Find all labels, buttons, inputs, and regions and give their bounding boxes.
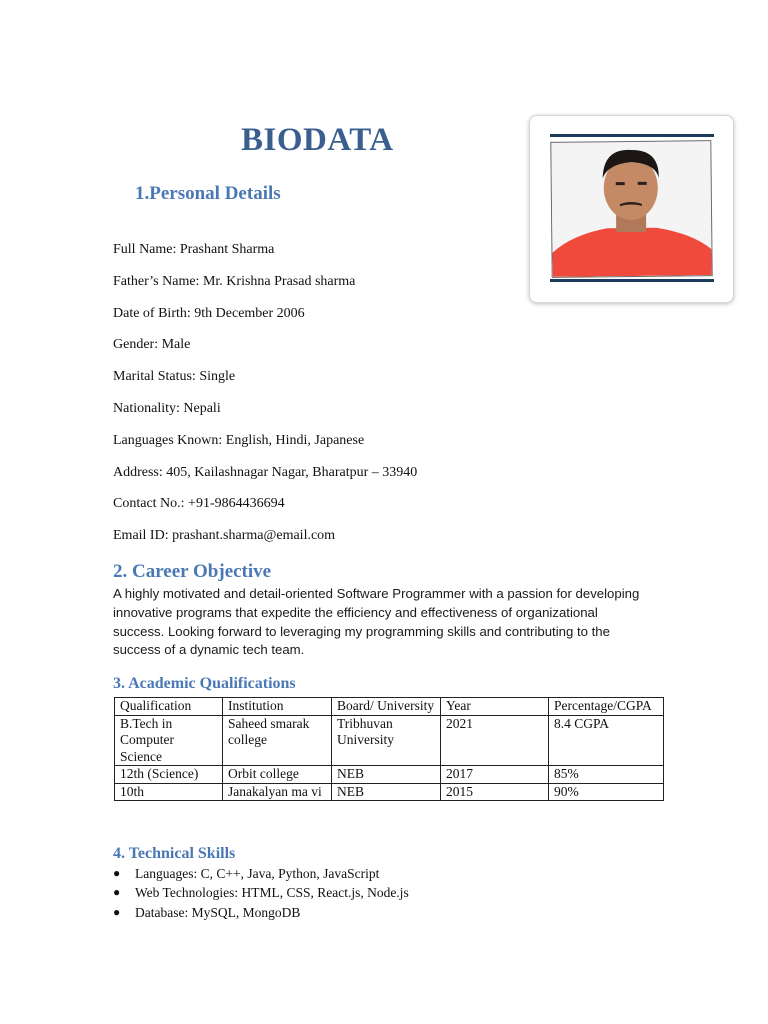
detail-label: Email ID: [113,528,169,544]
detail-value: prashant.sharma@email.com [172,528,336,544]
bullet-icon: ● [113,866,121,880]
detail-value: Nepali [183,400,221,416]
detail-value: Single [199,369,236,385]
academic-qualifications-heading: 3. Academic Qualifications [113,675,296,692]
detail-value: Mr. Krishna Prasad sharma [202,273,356,289]
skill-text: Languages: C, C++, Java, Python, JavaScript [135,866,380,881]
detail-label: Nationality: [113,400,180,416]
technical-skills-list [113,864,409,922]
detail-label: Date of Birth: [113,305,191,321]
detail-value: Male [161,337,191,353]
detail-label: Gender: [113,337,159,353]
table-cell: 2015 [441,783,549,801]
detail-gender [113,336,533,368]
table-row [115,783,664,801]
table-header-cell: Board/ University [332,698,441,716]
detail-date-of-birth [113,305,533,337]
table-cell: Janakalyan ma vi [223,783,332,801]
table-cell: Orbit college [223,766,332,784]
table-header-cell: Institution [223,698,332,716]
detail-email [113,527,533,559]
career-objective-heading: 2. Career Objective [113,561,272,582]
profile-photo [550,140,712,278]
detail-value: English, Hindi, Japanese [225,432,365,448]
academic-table [114,697,664,801]
table-cell: 90% [549,783,664,801]
person-portrait-icon [551,141,711,277]
document-title: BIODATA [241,122,394,158]
personal-details-heading: 1.Personal Details [135,183,281,204]
detail-full-name [113,241,533,273]
table-cell: 2017 [441,766,549,784]
table-cell: Tribhuvan University [332,715,441,766]
bullet-icon: ● [113,904,121,919]
skill-text: Database: MySQL, MongoDB [135,904,301,920]
personal-details-list [113,241,533,559]
photo-top-rule [550,134,714,137]
table-cell: NEB [332,766,441,784]
bullet-icon: ● [113,885,121,900]
technical-skills-heading: 4. Technical Skills [113,845,236,862]
detail-nationality [113,400,533,432]
list-item [113,903,409,922]
table-cell: 2021 [441,715,549,766]
table-cell: 10th [115,783,223,801]
detail-label: Marital Status: [113,369,196,385]
detail-label: Contact No.: [113,496,185,512]
detail-value: 405, Kailashnagar Nagar, Bharatpur – 33940 [166,464,418,480]
detail-languages [113,432,533,464]
list-item [113,883,409,902]
detail-value: Prashant Sharma [179,242,275,257]
table-row [115,766,664,784]
table-cell: 12th (Science) [115,766,223,784]
detail-label: Languages Known: [113,432,223,448]
table-cell: 8.4 CGPA [549,715,664,766]
detail-label: Address: [113,464,163,480]
table-cell: B.Tech in Computer Science [115,715,223,766]
skill-text: Web Technologies: HTML, CSS, React.js, Node.js [135,885,409,901]
detail-label: Father’s Name: [113,273,200,289]
detail-address [113,464,533,496]
table-header-cell: Year [441,698,549,716]
table-cell: Saheed smarak college [223,715,332,766]
profile-photo-card [529,115,734,303]
table-header-cell: Qualification [115,698,223,716]
photo-bottom-rule [550,279,714,282]
detail-value: 9th December 2006 [194,305,305,321]
table-row [115,715,664,766]
detail-contact [113,495,533,527]
table-cell: NEB [332,783,441,801]
detail-marital-status [113,368,533,400]
table-cell: 85% [549,766,664,784]
career-objective-text: A highly motivated and detail-oriented Software Programmer with a passion for developing innovative programs that expedite the efficiency and effectiveness of organizational success. Looking forward to leveraging my programming skills and contributing to the success of a dynamic tech team. [113,586,640,658]
table-header-row [115,698,664,716]
table-header-cell: Percentage/CGPA [549,698,664,716]
detail-label: Full Name: [113,242,177,257]
detail-value: +91-9864436694 [188,496,285,512]
detail-fathers-name [113,273,533,305]
list-item [113,864,409,883]
